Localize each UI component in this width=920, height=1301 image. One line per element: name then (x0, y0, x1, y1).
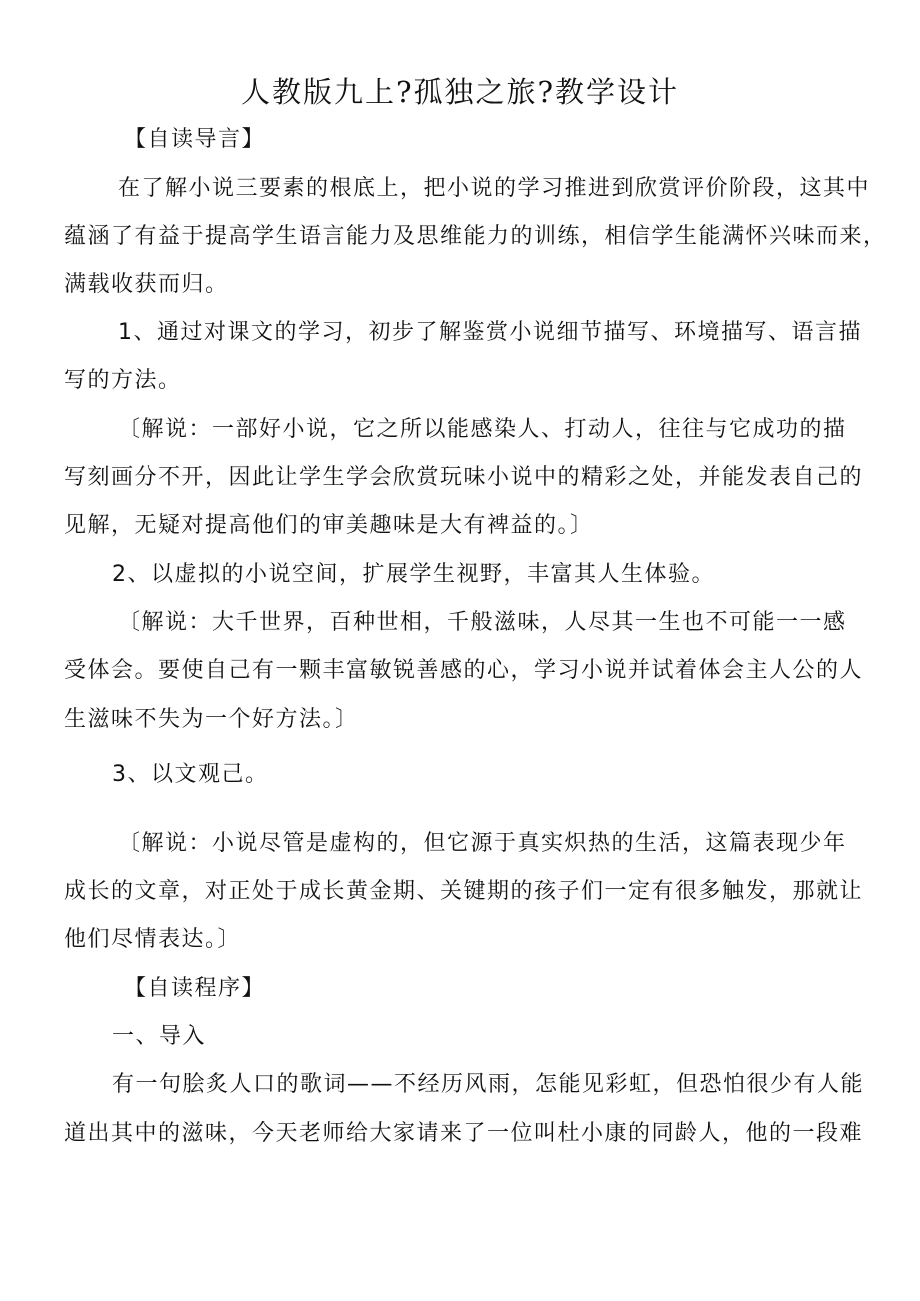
goal-2: 2、以虚拟的小说空间，扩展学生视野，丰富其人生体验。 (112, 562, 715, 587)
note-3-line-2: 成长的文章，对正处于成长黄金期、关键期的孩子们一定有很多触发，那就让 (64, 879, 864, 904)
note-1-line-1: 〔解说：一部好小说，它之所以能感染人、打动人，往往与它成功的描 (118, 417, 847, 442)
intro-line-1: 在了解小说三要素的根底上，把小说的学习推进到欣赏评价阶段，这其中 (118, 176, 871, 201)
section-heading-intro: 【自读导言】 (124, 127, 266, 152)
intro-line-3: 满载收获而归。 (64, 272, 229, 297)
intro-line-2: 蕴涵了有益于提高学生语言能力及思维能力的训练，相信学生能满怀兴味而来， (64, 224, 887, 249)
document-title: 人教版九上?孤独之旅?教学设计 (240, 75, 680, 109)
goal-3: 3、以文观己。 (112, 762, 269, 787)
note-2-line-3: 生滋味不失为一个好方法。〕 (64, 707, 359, 732)
step-1-line-2: 道出其中的滋味，今天老师给大家请来了一位叫杜小康的同龄人，他的一段难 (64, 1121, 864, 1146)
note-1-line-2: 写刻画分不开，因此让学生学会欣赏玩味小说中的精彩之处，并能发表自己的 (64, 465, 864, 490)
goal-1-line-2: 写的方法。 (64, 368, 182, 393)
section-heading-procedure: 【自读程序】 (124, 976, 266, 1001)
step-1-heading: 一、导入 (112, 1024, 207, 1049)
note-1-line-3: 见解，无疑对提高他们的审美趣味是大有裨益的。〕 (64, 513, 594, 538)
note-3-line-1: 〔解说：小说尽管是虚构的，但它源于真实炽热的生活，这篇表现少年 (118, 831, 847, 856)
goal-1-line-1: 1、通过对课文的学习，初步了解鉴赏小说细节描写、环境描写、语言描 (118, 320, 862, 345)
note-2-line-2: 受体会。要使自己有一颗丰富敏锐善感的心，学习小说并试着体会主人公的人 (64, 658, 864, 683)
step-1-line-1: 有一句脍炙人口的歌词——不经历风雨，怎能见彩虹，但恐怕很少有人能 (112, 1072, 865, 1097)
note-2-line-1: 〔解说：大千世界，百种世相，千般滋味，人尽其一生也不可能一一感 (118, 610, 847, 635)
note-3-line-3: 他们尽情表达。〕 (64, 927, 242, 952)
